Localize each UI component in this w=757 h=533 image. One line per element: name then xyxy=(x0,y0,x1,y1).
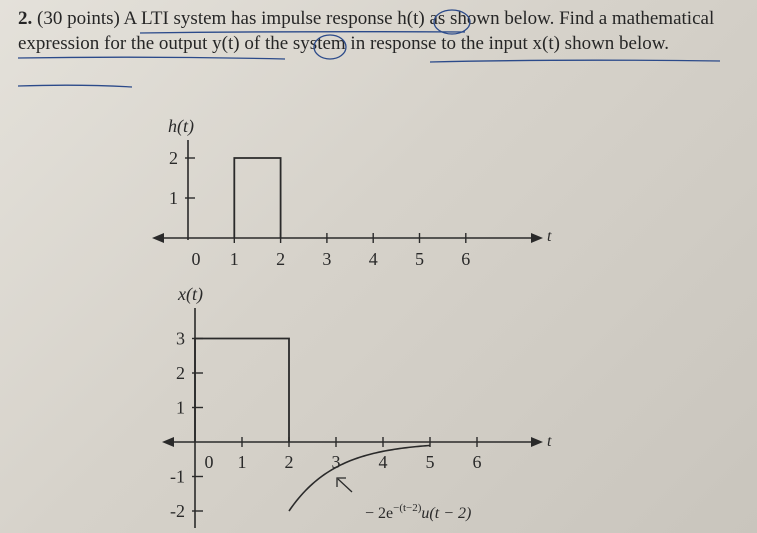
curve-annotation-suffix: u(t − 2) xyxy=(421,505,472,522)
x-t-axis-t: t xyxy=(547,433,552,450)
h-t-axis-t: t xyxy=(547,228,552,245)
h-t-ylabel: h(t) xyxy=(168,116,194,136)
problem-number: 2. xyxy=(18,8,33,29)
x-t-ylabel: x(t) xyxy=(178,284,203,304)
x-t-xtick-label-4: 4 xyxy=(378,452,388,472)
h-t-xtick-label-2: 2 xyxy=(276,249,286,269)
problem-text: (30 points) A LTI system has impulse response h(t) as shown below. Find a mathematical expression for the output y(t) of the system in response to the input x(t) shown below. xyxy=(18,8,715,54)
x-t-xtick-label-5: 5 xyxy=(425,452,435,472)
circle-y-t xyxy=(314,35,346,59)
x-t-ytick-label-4: -2 xyxy=(170,501,185,521)
h-t-right-arrow xyxy=(531,233,543,243)
h-t-plot xyxy=(152,116,552,269)
x-t-xtick-label-1: 1 xyxy=(237,452,247,472)
h-t-xtick-label-3: 3 xyxy=(322,249,332,269)
x-t-xtick-label-2: 2 xyxy=(284,452,294,472)
h-t-ytick-label-0: 1 xyxy=(169,188,178,208)
h-t-xtick-label-1: 1 xyxy=(229,249,239,269)
h-t-ytick-label-1: 2 xyxy=(169,148,178,168)
x-t-ytick-label-0: 3 xyxy=(176,328,185,349)
h-t-ticks xyxy=(169,148,470,269)
x-t-right-arrow xyxy=(531,437,543,447)
h-t-xtick-label-5: 5 xyxy=(415,249,424,269)
h-t-left-arrow xyxy=(152,233,164,243)
underline-lti xyxy=(140,32,465,33)
h-t-xtick-label-0: 0 xyxy=(191,249,201,269)
x-t-ytick-label-2: 1 xyxy=(176,397,185,418)
x-t-left-arrow xyxy=(162,437,174,447)
curve-annotation-prefix: − 2e xyxy=(365,505,394,522)
circle-h-t xyxy=(434,10,470,34)
curve-annotation-exponent: −(t−2) xyxy=(393,502,422,514)
h-t-signal xyxy=(234,158,280,238)
x-t-xtick-label-0: 0 xyxy=(204,452,214,472)
x-t-xtick-label-6: 6 xyxy=(472,452,482,472)
underline-response xyxy=(430,60,720,62)
curve-pointer-arrow xyxy=(337,478,352,492)
x-t-signal xyxy=(195,339,289,443)
x-t-ytick-label-1: 2 xyxy=(176,363,185,383)
underline-shown xyxy=(18,85,132,87)
x-t-plot xyxy=(162,284,552,528)
x-t-xtick-label-3: 3 xyxy=(331,452,341,472)
pen-annotations xyxy=(18,10,720,87)
x-t-ytick-label-3: -1 xyxy=(170,466,185,487)
x-t-ticks xyxy=(170,329,482,522)
h-t-xtick-label-6: 6 xyxy=(461,249,471,269)
underline-mathematical xyxy=(18,57,285,59)
h-t-xtick-label-4: 4 xyxy=(368,249,378,269)
curve-annotation xyxy=(365,502,471,522)
